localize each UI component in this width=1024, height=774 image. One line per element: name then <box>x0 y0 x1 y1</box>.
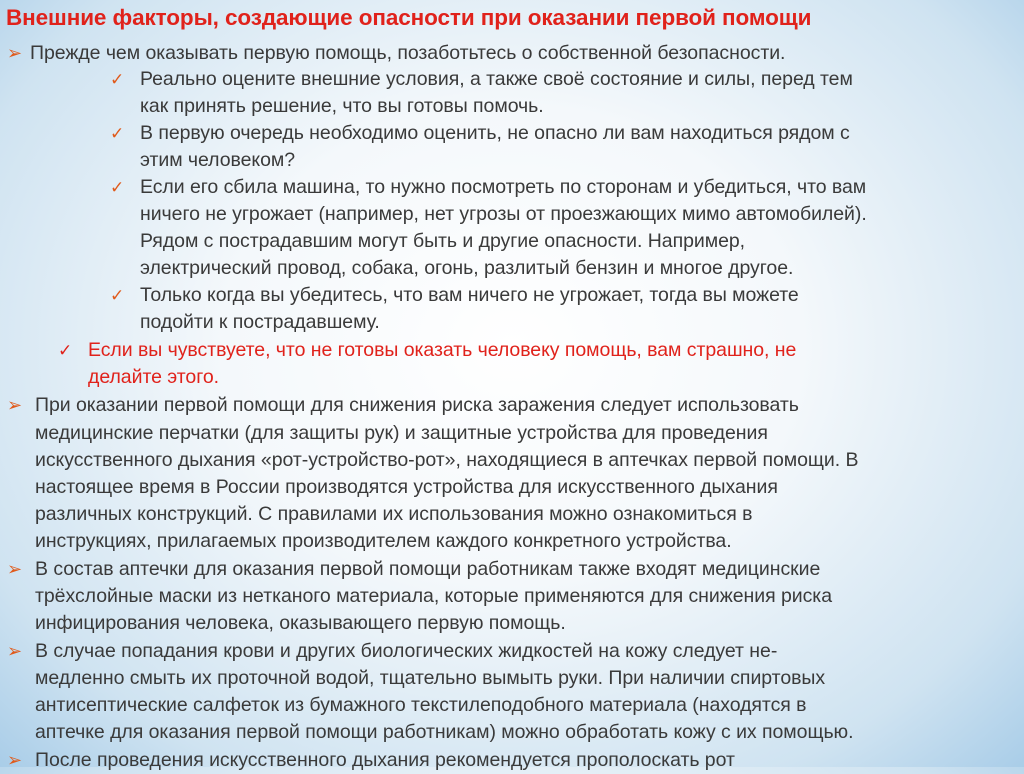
item-10-line-1: После проведения искусственного дыхания рекомендуется прополоскать рот <box>35 749 735 771</box>
warning-line-2: делайте этого. <box>88 366 219 388</box>
check-bullet-icon: ✓ <box>58 341 73 360</box>
item-2-line-1: Реально оцените внешние условия, а также своё состояние и силы, перед тем <box>140 68 853 90</box>
item-4-line-4: электрический провод, собака, огонь, разлитый бензин и многое другое. <box>140 257 794 279</box>
item-7-line-6: инструкциях, прилагаемых производителем каждого конкретного устройства. <box>35 530 732 552</box>
check-bullet-icon: ✓ <box>110 286 125 305</box>
check-bullet-icon: ✓ <box>110 178 125 197</box>
check-bullet-icon: ✓ <box>110 124 125 143</box>
item-8-line-1: В состав аптечки для оказания первой помощи работникам также входят медицинские <box>35 558 821 580</box>
arrow-bullet-icon: ➢ <box>7 641 23 661</box>
item-7-line-4: настоящее время в России производятся устройства для искусственного дыхания <box>35 476 778 498</box>
item-7-line-3: искусственного дыхания «рот-устройство-рот», находящиеся в аптечках первой помощи. В <box>35 449 859 471</box>
arrow-bullet-icon: ➢ <box>7 395 23 415</box>
item-9-line-1: В случае попадания крови и других биологических жидкостей на кожу следует не- <box>35 640 778 662</box>
arrow-bullet-icon: ➢ <box>7 750 23 770</box>
item-7-line-2: медицинские перчатки (для защиты рук) и защитные устройства для проведения <box>35 422 768 444</box>
arrow-bullet-icon: ➢ <box>7 559 23 579</box>
slide-title: Внешние факторы, создающие опасности при оказании первой помощи <box>6 5 812 30</box>
item-1-line-1: Прежде чем оказывать первую помощь, позаботьтесь о собственной безопасности. <box>30 42 786 64</box>
item-4-line-3: Рядом с пострадавшим могут быть и другие опасности. Например, <box>140 230 746 252</box>
arrow-bullet-icon: ➢ <box>7 43 23 63</box>
item-9-line-3: антисептические салфеток из бумажного текстилеподобного материала (находятся в <box>35 694 807 716</box>
item-5-line-1: Только когда вы убедитесь, что вам ничего не угрожает, тогда вы можете <box>140 284 799 306</box>
item-7-line-1: При оказании первой помощи для снижения риска заражения следует использовать <box>35 394 799 416</box>
item-4-line-1: Если его сбила машина, то нужно посмотреть по сторонам и убедиться, что вам <box>140 176 867 198</box>
item-9-line-4: аптечке для оказания первой помощи работникам) можно обработать кожу с их помощью. <box>35 721 854 743</box>
item-8-line-2: трёхслойные маски из нетканого материала, которые применяются для снижения риска <box>35 585 832 607</box>
item-2-line-2: как принять решение, что вы готовы помочь. <box>140 95 544 117</box>
check-bullet-icon: ✓ <box>110 70 125 89</box>
warning-line-1: Если вы чувствуете, что не готовы оказать человеку помощь, вам страшно, не <box>88 339 797 361</box>
item-3-line-2: этим человеком? <box>140 149 296 171</box>
item-7-line-5: различных конструкций. С правилами их использования можно ознакомиться в <box>35 503 753 525</box>
item-4-line-2: ничего не угрожает (например, нет угрозы от проезжающих мимо автомобилей). <box>140 203 867 225</box>
item-9-line-2: медленно смыть их проточной водой, тщательно вымыть руки. При наличии спиртовых <box>35 667 826 689</box>
item-5-line-2: подойти к пострадавшему. <box>140 311 380 333</box>
item-8-line-3: инфицирования человека, оказывающего первую помощь. <box>35 612 566 634</box>
item-3-line-1: В первую очередь необходимо оценить, не опасно ли вам находиться рядом с <box>140 122 850 144</box>
